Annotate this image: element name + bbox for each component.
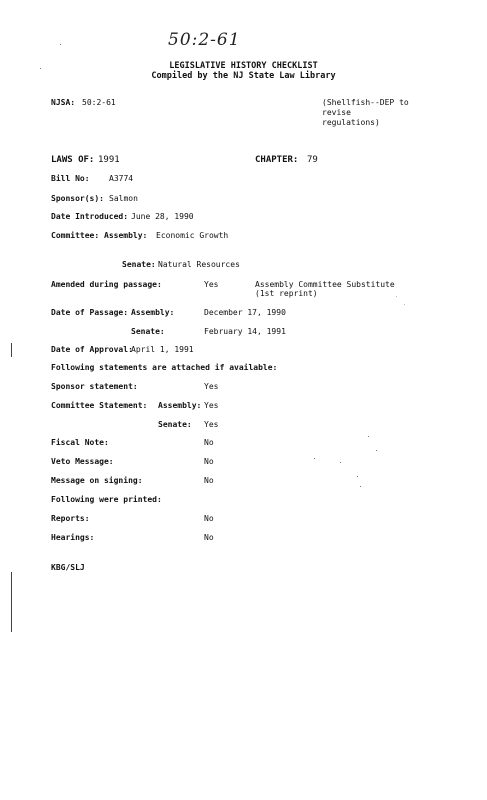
scan-speck (360, 486, 361, 487)
njsa-value: 50:2-61 (82, 98, 116, 107)
committee-statement-senate-label: Senate: (158, 420, 192, 429)
committee-statement-senate-value: Yes (204, 420, 219, 429)
passage-senate-label: Senate: (131, 327, 165, 336)
scan-margin-line (11, 572, 12, 632)
fiscal-note-value: No (204, 438, 214, 447)
committee-statement-assembly-value: Yes (204, 401, 219, 410)
scan-speck (376, 450, 377, 451)
date-of-approval-value: April 1, 1991 (131, 345, 194, 354)
message-on-signing-value: No (204, 476, 214, 485)
scan-margin-mark (11, 343, 12, 357)
laws-of-value: 1991 (98, 155, 120, 165)
bill-no-label: Bill No: (51, 174, 90, 183)
handwritten-statute-number: 50:2-61 (168, 30, 241, 50)
date-of-approval-label: Date of Approval: (51, 345, 133, 354)
date-of-passage-label: Date of Passage: (51, 308, 129, 317)
laws-of-label: LAWS OF: (51, 155, 95, 165)
date-introduced-value: June 28, 1990 (131, 212, 194, 221)
statements-heading: Following statements are attached if available: (51, 363, 278, 372)
committee-assembly-value: Economic Growth (156, 231, 229, 240)
passage-assembly-label: Assembly: (131, 308, 175, 317)
subject-note-line-2: revise (322, 108, 351, 117)
hearings-value: No (204, 533, 214, 542)
sponsor-statement-value: Yes (204, 382, 219, 391)
document-subtitle: Compiled by the NJ State Law Library (151, 71, 336, 81)
veto-message-value: No (204, 457, 214, 466)
sponsor-value: Salmon (109, 194, 138, 203)
sponsor-statement-label: Sponsor statement: (51, 382, 138, 391)
scan-speck (60, 44, 61, 45)
hearings-label: Hearings: (51, 533, 95, 542)
chapter-label: CHAPTER: (255, 155, 299, 165)
committee-statement-label: Committee Statement: (51, 401, 148, 410)
scan-speck (314, 458, 315, 459)
fiscal-note-label: Fiscal Note: (51, 438, 109, 447)
committee-senate-label: Senate: (122, 260, 156, 269)
reports-label: Reports: (51, 514, 90, 523)
passage-senate-value: February 14, 1991 (204, 327, 286, 336)
amended-note-line-2: (1st reprint) (255, 289, 318, 298)
scan-speck (357, 476, 358, 477)
scan-speck (368, 436, 369, 437)
printed-heading: Following were printed: (51, 495, 162, 504)
scan-speck (340, 462, 341, 463)
sponsor-label: Sponsor(s): (51, 194, 104, 203)
message-on-signing-label: Message on signing: (51, 476, 143, 485)
amended-label: Amended during passage: (51, 280, 162, 289)
amended-value: Yes (204, 280, 219, 289)
subject-note-line-3: regulations) (322, 118, 380, 127)
scan-speck (40, 68, 41, 69)
committee-senate-value: Natural Resources (158, 260, 240, 269)
committee-statement-assembly-label: Assembly: (158, 401, 202, 410)
scan-speck (404, 304, 405, 305)
subject-note-line-1: (Shellfish--DEP to (322, 98, 409, 107)
chapter-value: 79 (307, 155, 318, 165)
initials: KBG/SLJ (51, 563, 85, 572)
passage-assembly-value: December 17, 1990 (204, 308, 286, 317)
reports-value: No (204, 514, 214, 523)
date-introduced-label: Date Introduced: (51, 212, 129, 221)
amended-note-line-1: Assembly Committee Substitute (255, 280, 395, 289)
committee-assembly-label: Assembly: (104, 231, 148, 240)
njsa-label: NJSA: (51, 98, 76, 107)
bill-no-value: A3774 (109, 174, 134, 183)
committee-label: Committee: (51, 231, 100, 240)
scan-speck (396, 296, 397, 297)
document-title: LEGISLATIVE HISTORY CHECKLIST (169, 61, 318, 71)
veto-message-label: Veto Message: (51, 457, 114, 466)
